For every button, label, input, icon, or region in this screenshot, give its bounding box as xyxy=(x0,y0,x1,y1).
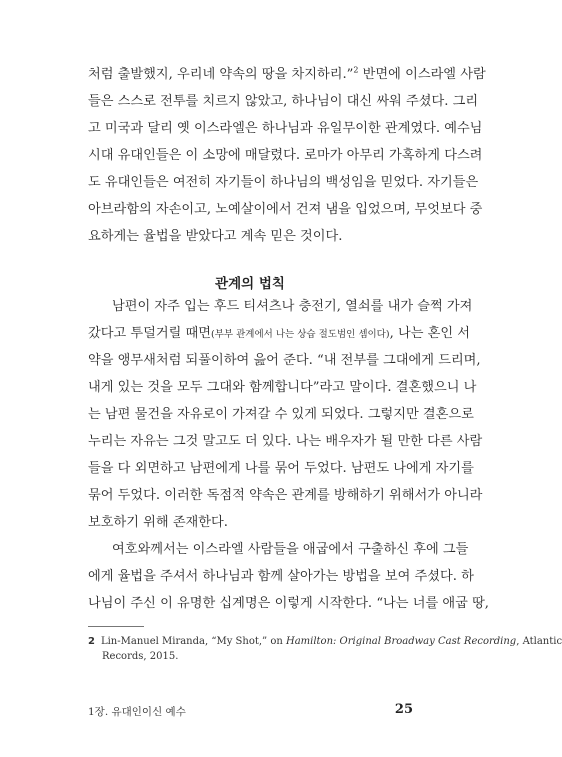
footnote-divider xyxy=(88,626,144,627)
body-text-line: 도 유대인들은 여전히 자기들이 하나님의 백성임을 믿었다. 자기들은 xyxy=(88,175,479,190)
body-text-line: 묶어 두었다. 이러한 독점적 약속은 관계를 방해하기 위해서가 아니라 xyxy=(88,488,483,503)
body-text-line: 약을 앵무새처럼 되풀이하여 읊어 준다. “내 전부를 그대에게 드리며, xyxy=(88,353,481,368)
body-text-line: 아브라함의 자손이고, 노예살이에서 건져 냄을 입었으며, 무엇보다 중 xyxy=(88,202,483,217)
parenthetical-note: (부부 관계에서 나는 상습 절도범인 셈이다) xyxy=(211,329,390,340)
footnote-number: 2 xyxy=(88,636,95,647)
body-text-line: 들은 스스로 전투를 치르지 않았고, 하나님이 대신 싸워 주셨다. 그리 xyxy=(88,94,479,109)
section-heading: 관계의 법칙 xyxy=(215,276,285,292)
body-text-line: 여호와께서는 이스라엘 사람들을 애굽에서 구출하신 후에 그들 xyxy=(112,542,469,557)
body-text-line: 처럼 출발했지, 우리네 약속의 땅을 차지하리.”$^2$ 반면에 이스라엘 사람 xyxy=(88,65,486,82)
page-number: 25 xyxy=(394,702,413,717)
body-text-line: 고 미국과 달리 옛 이스라엘은 하나님과 유일무이한 관계였다. 예수님 xyxy=(88,121,483,136)
body-text-line: 나님이 주신 이 유명한 십계명은 이렇게 시작한다. “나는 너를 애굽 땅, xyxy=(88,596,489,611)
footnote-reference: 2 xyxy=(353,65,359,75)
body-text-line: 보호하기 위해 존재한다. xyxy=(88,515,228,530)
footnote: 2 Lin-Manuel Miranda, “My Shot,” on Hamilton: Original Broadway Cast Recording, Atlantic xyxy=(88,636,562,647)
running-footer-chapter: 1장. 유대인이신 예수 xyxy=(88,706,186,718)
body-text-line: 들을 다 외면하고 남편에게 나를 묶어 두었다. 남편도 나에게 자기를 xyxy=(88,461,474,476)
body-text-line: 갔다고 투덜거릴 때면(부부 관계에서 나는 상습 절도범인 셈이다), 나는 혼인 서 xyxy=(88,326,471,341)
album-title: Hamilton: Original Broadway Cast Recording xyxy=(285,636,517,647)
body-text-line: 는 남편 물건을 자유로이 가져갈 수 있게 되었다. 그렇지만 결혼으로 xyxy=(88,407,474,422)
body-text-line: 누리는 자유는 그것 말고도 더 있다. 나는 배우자가 될 만한 다른 사람 xyxy=(88,434,483,449)
body-text-line: 요하게는 율법을 받았다고 계속 믿은 것이다. xyxy=(88,229,343,244)
body-text-line: 내게 있는 것을 모두 그대와 함께합니다”라고 말이다. 결혼했으니 나 xyxy=(88,380,477,395)
footnote-continuation: Records, 2015. xyxy=(102,651,179,662)
body-text-line: 남편이 자주 입는 후드 티셔츠나 충전기, 열쇠를 내가 슬쩍 가져 xyxy=(112,299,473,314)
body-text-line: 에게 율법을 주셔서 하나님과 함께 살아가는 방법을 보여 주셨다. 하 xyxy=(88,569,474,584)
body-text-line: 시대 유대인들은 이 소망에 매달렸다. 로마가 아무리 가혹하게 다스려 xyxy=(88,148,483,163)
